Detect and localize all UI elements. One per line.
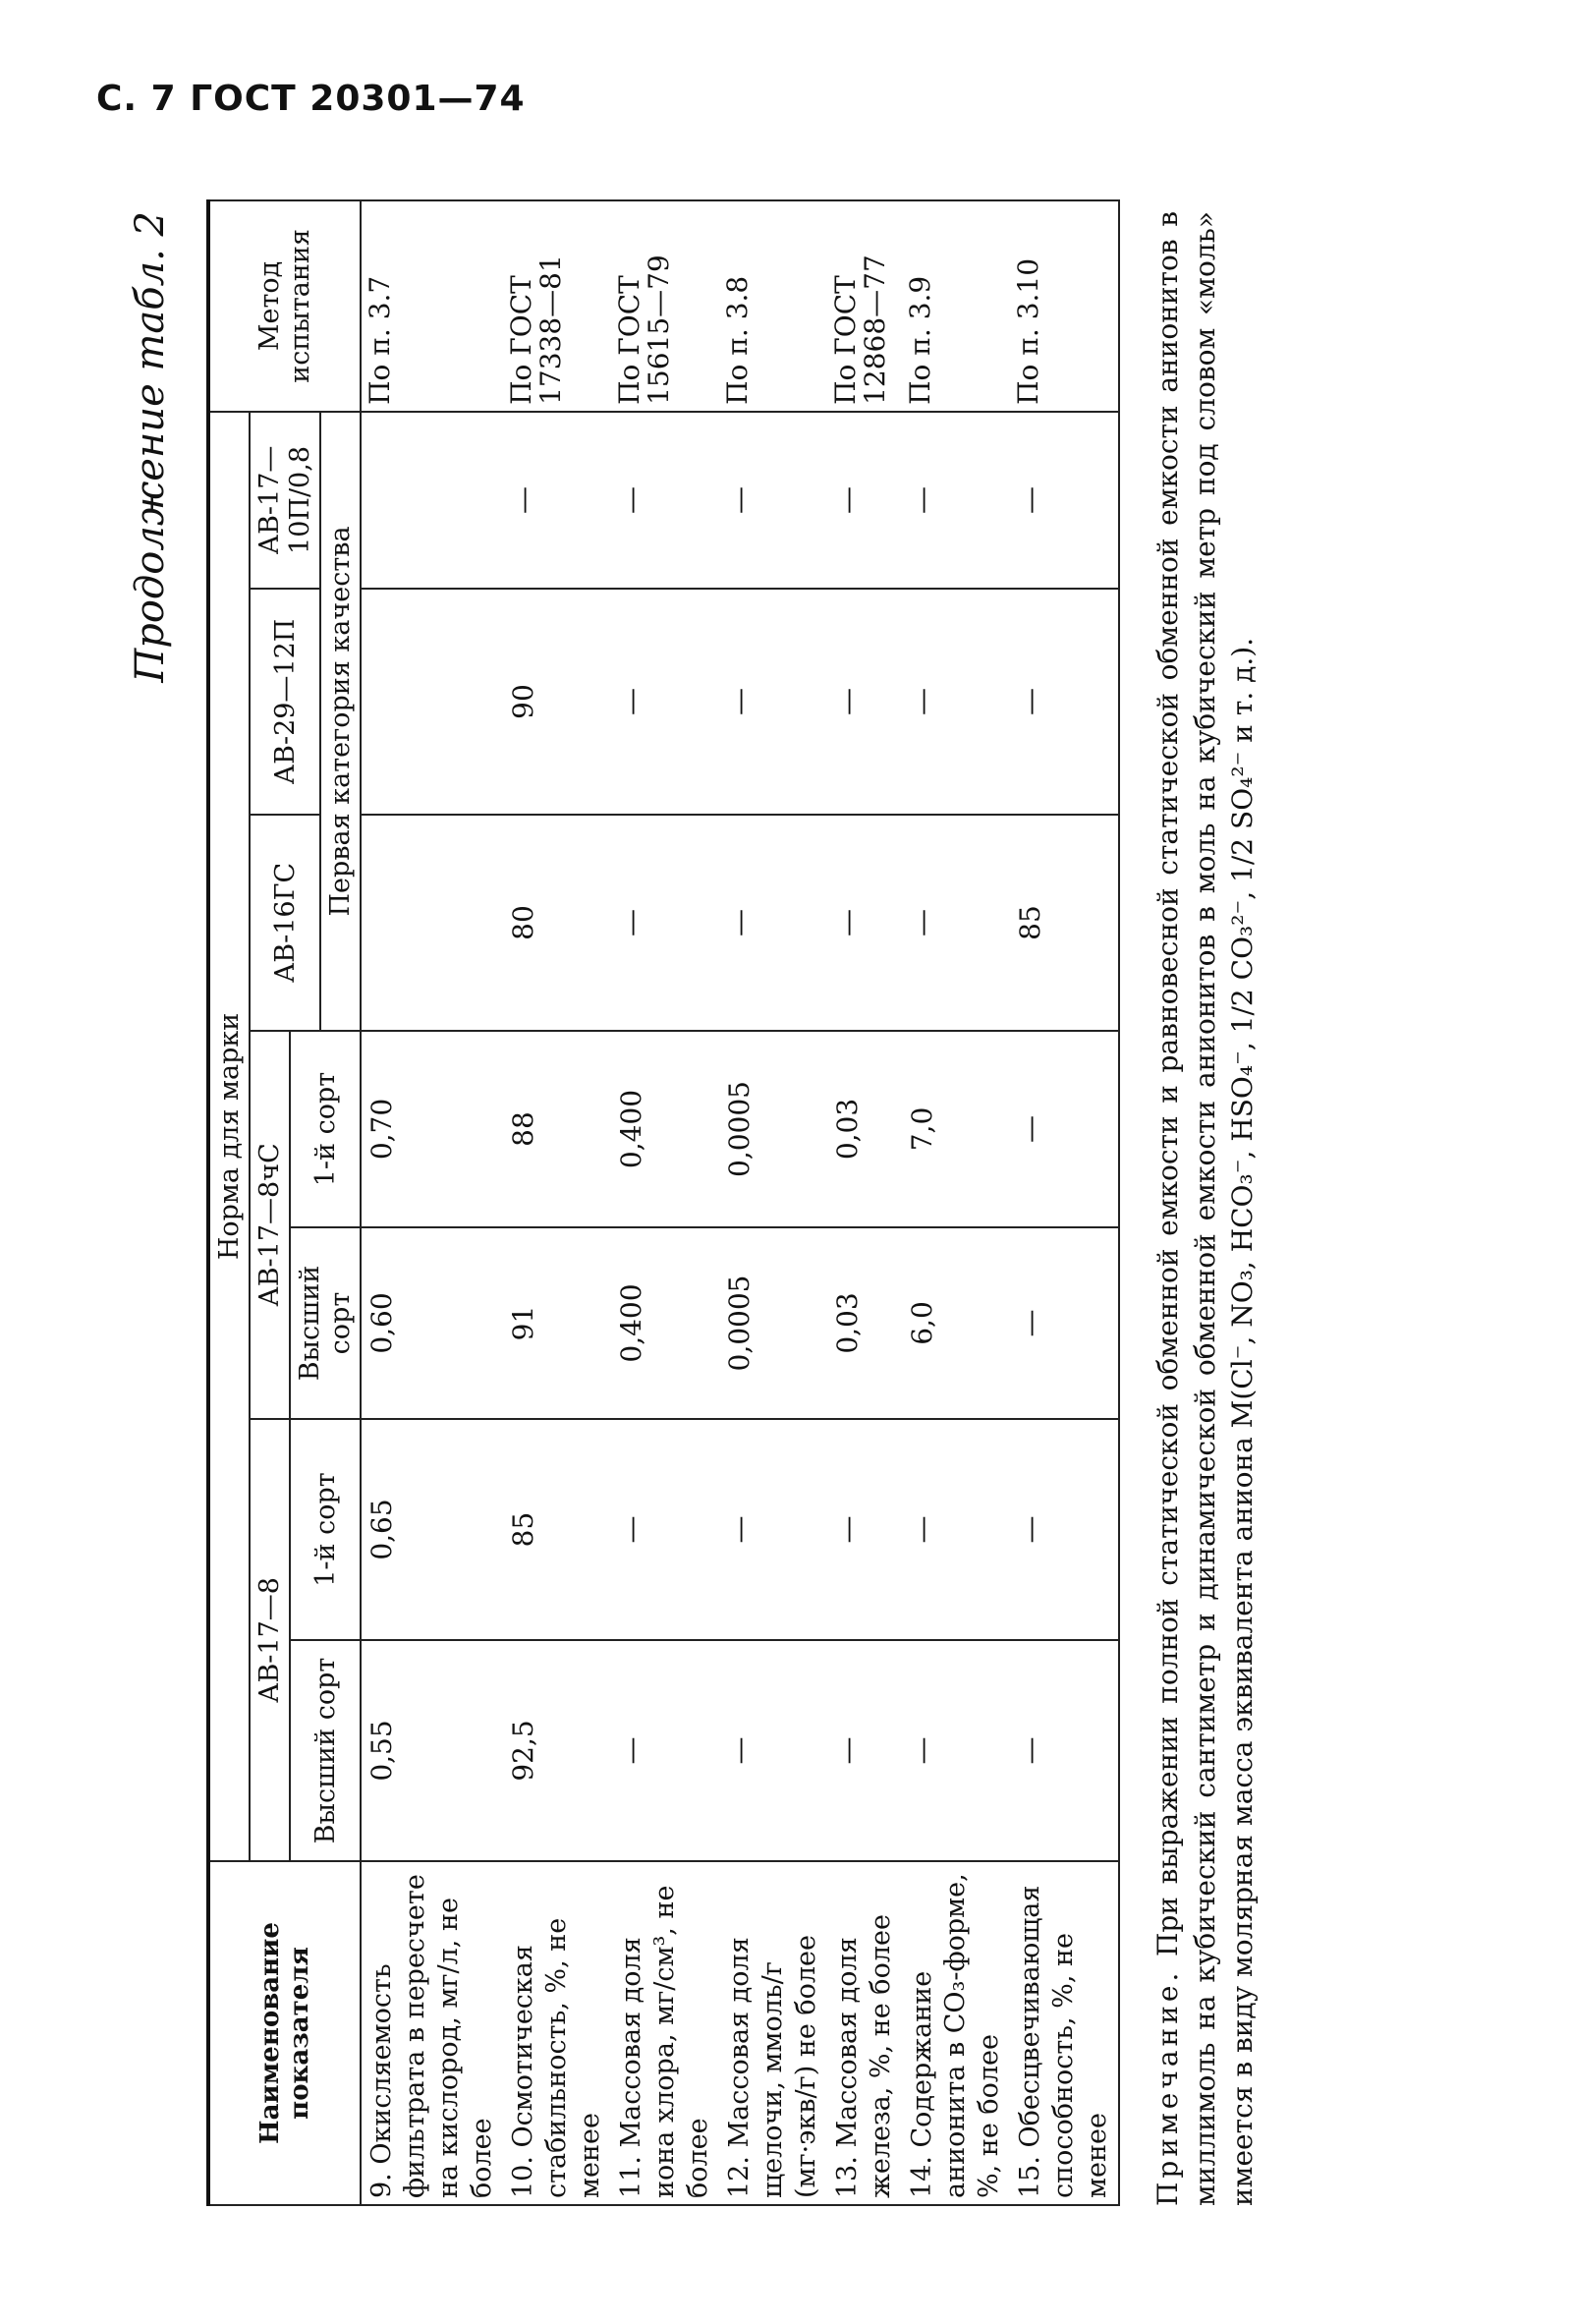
row-method: По п. 3.10 [1010, 200, 1119, 412]
row-value: — [719, 1419, 827, 1640]
note-lead: Примечание. [1151, 1968, 1184, 2206]
row-value: 88 [503, 1031, 611, 1227]
row-value: 0,60 [361, 1227, 503, 1419]
row-name: 15. Обесцвечивающая способность, %, не менее [1010, 1861, 1119, 2205]
table-row [611, 200, 719, 2205]
row-value: 0,55 [361, 1640, 503, 1861]
row-value [361, 412, 503, 589]
row-value: — [719, 589, 827, 815]
row-value: — [902, 589, 1010, 815]
first-category-header: Первая категория качества [320, 412, 361, 1031]
rotated-table-region [128, 201, 1395, 2206]
row-value: — [1010, 1031, 1119, 1227]
row-method: По ГОСТ 15615—79 [611, 200, 719, 412]
brand-header: АВ-17—10П/0,8 [250, 412, 320, 589]
row-value: — [827, 1640, 902, 1861]
row-value: 6,0 [902, 1227, 1010, 1419]
row-value: — [611, 412, 719, 589]
brand-header: АВ-29—12П [250, 589, 320, 815]
row-method: По п. 3.8 [719, 200, 827, 412]
row-value: — [611, 1640, 719, 1861]
brand-header: АВ-16ГС [250, 815, 320, 1031]
row-value: 85 [503, 1419, 611, 1640]
row-value: 0,400 [611, 1031, 719, 1227]
row-value: 91 [503, 1227, 611, 1419]
row-value: — [719, 815, 827, 1031]
row-value: — [827, 589, 902, 815]
row-value: 7,0 [902, 1031, 1010, 1227]
row-value: 0,65 [361, 1419, 503, 1640]
row-value: — [827, 1419, 902, 1640]
row-value: — [719, 1640, 827, 1861]
row-value: — [902, 1419, 1010, 1640]
brand-header: АВ-17—8 [250, 1419, 290, 1861]
row-name: 12. Массовая доля щелочи, ммоль/г (мг·экв/г) не более [719, 1861, 827, 2205]
row-value: 92,5 [503, 1640, 611, 1861]
grade-header: Высший сорт [290, 1640, 361, 1861]
row-value: 0,0005 [719, 1031, 827, 1227]
row-value: — [611, 589, 719, 815]
brand-header: АВ-17—8чС [250, 1031, 290, 1419]
row-value: — [902, 815, 1010, 1031]
table-body [361, 200, 1119, 2205]
table-row [361, 200, 503, 2205]
grade-header: 1-й сорт [290, 1031, 361, 1227]
table-row [827, 200, 902, 2205]
row-method: По п. 3.7 [361, 200, 503, 412]
row-value [361, 815, 503, 1031]
row-value: — [719, 412, 827, 589]
row-value: 80 [503, 815, 611, 1031]
row-value: — [1010, 1227, 1119, 1419]
row-value: — [503, 412, 611, 589]
row-name: 11. Массовая доля иона хлора, мг/см³, не более [611, 1861, 719, 2205]
row-value: — [902, 1640, 1010, 1861]
row-value: — [902, 412, 1010, 589]
row-value: 0,400 [611, 1227, 719, 1419]
norms-table [206, 199, 1120, 2206]
grade-header: Высший сорт [290, 1227, 361, 1419]
grade-header: 1-й сорт [290, 1419, 361, 1640]
row-value: — [1010, 1640, 1119, 1861]
table-row [902, 200, 1010, 2205]
row-value: — [1010, 589, 1119, 815]
table-continuation-caption: Продолжение табл. 2 [128, 211, 173, 683]
row-name: 10. Осмотическая стабильность, %, не менее [503, 1861, 611, 2205]
row-name: 9. Окисляемость фильтрата в пересчете на кислород, мг/л, не более [361, 1861, 503, 2205]
row-name: 13. Массовая доля железа, %, не более [827, 1861, 902, 2205]
row-value: — [827, 412, 902, 589]
table-row [719, 200, 827, 2205]
row-value: — [1010, 1419, 1119, 1640]
note-text: При выражении полной статической обменной емкости и равновесной статической обменной емкости анионитов в миллимоль на кубический сантиметр и динамической обменной емкости анионитов в моль на кубический метр под словом «моль» имеется в виду молярная масса эквивалента аниона M(Cl⁻, NO₃, HCO₃⁻, HSO₄⁻, 1/2 CO₃²⁻, 1/2 SO₄²⁻ и т. д.). [1151, 211, 1259, 2206]
table-row [503, 200, 611, 2205]
row-value: — [611, 815, 719, 1031]
row-value: — [1010, 412, 1119, 589]
column-header-norm: Норма для марки [208, 412, 250, 1861]
row-value: — [611, 1419, 719, 1640]
row-value: 85 [1010, 815, 1119, 1031]
row-value: 0,03 [827, 1031, 902, 1227]
table-row [1010, 200, 1119, 2205]
row-value: 90 [503, 589, 611, 815]
column-header-name: Наименование показателя [208, 1861, 361, 2205]
row-value: 0,03 [827, 1227, 902, 1419]
table-note [1150, 211, 1262, 2206]
page-header: С. 7 ГОСТ 20301—74 [96, 79, 526, 119]
row-value: — [827, 815, 902, 1031]
row-value: 0,70 [361, 1031, 503, 1227]
row-method: По ГОСТ 12868—77 [827, 200, 902, 412]
row-value: 0,0005 [719, 1227, 827, 1419]
column-header-method: Метод испытания [208, 200, 361, 412]
row-method: По ГОСТ 17338—81 [503, 200, 611, 412]
row-value [361, 589, 503, 815]
row-name: 14. Содержание анионита в CO₃-форме, %, не более [902, 1861, 1010, 2205]
row-method: По п. 3.9 [902, 200, 1010, 412]
